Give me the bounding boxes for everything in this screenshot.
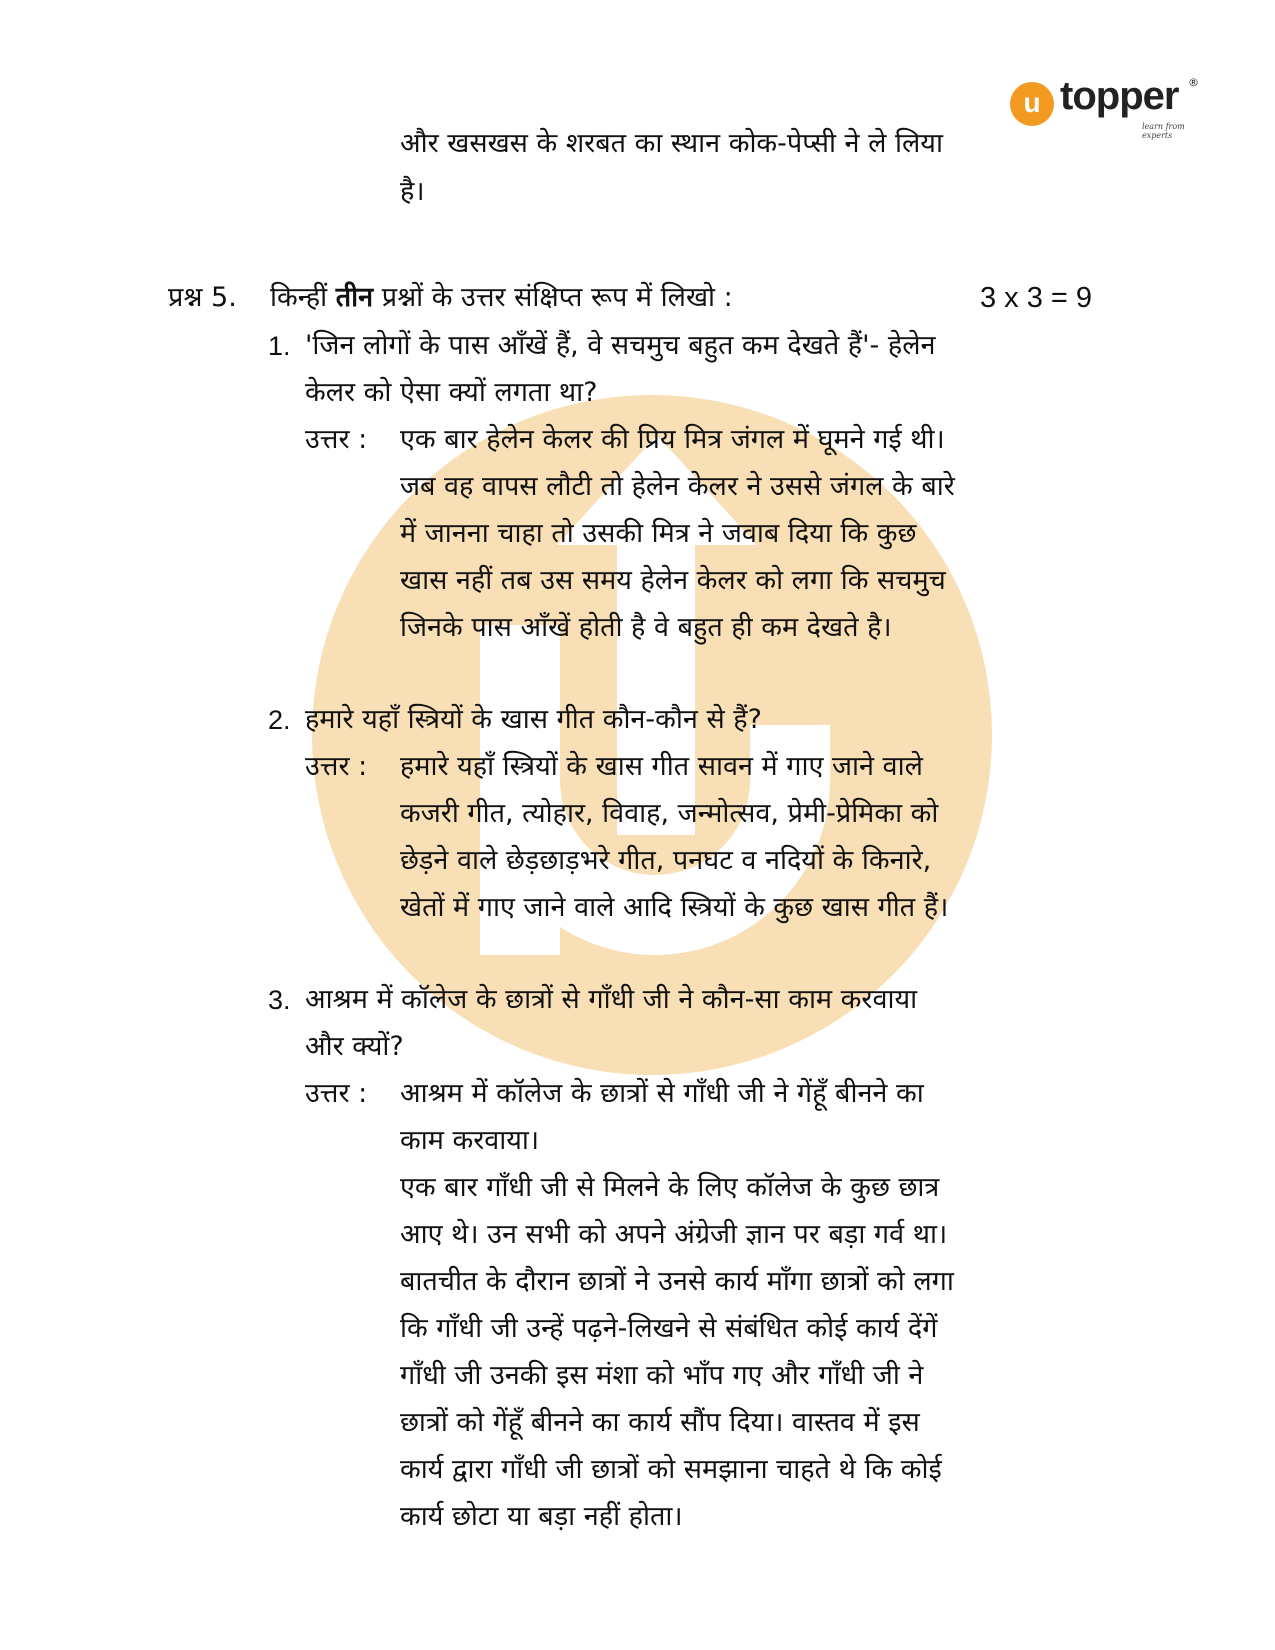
item-2-question-line: हमारे यहाँ स्त्रियों के खास गीत कौन-कौन से हैं?	[305, 704, 762, 735]
question-5-marks: 3 x 3 = 9	[980, 282, 1093, 314]
question-5-label-text: प्रश्न 5.	[168, 282, 237, 313]
topper-logo-mark: u	[1023, 87, 1041, 118]
topper-logo-tagline: learn from experts	[1142, 122, 1185, 140]
topper-logo-word: topper	[1060, 74, 1179, 118]
item-1-question-line: केलर को ऐसा क्यों लगता था?	[305, 377, 598, 408]
item-1-answer-line: खास नहीं तब उस समय हेलेन केलर को लगा कि सचमुच	[400, 565, 946, 596]
item-1-answer-line: जिनके पास आँखें होती है वे बहुत ही कम देखते है।	[400, 612, 892, 643]
item-3-answer-line: कार्य छोटा या बड़ा नहीं होता।	[400, 1501, 683, 1532]
item-1-question-line: 'जिन लोगों के पास आँखें हैं, वे सचमुच बहुत कम देखते हैं'- हेलेन	[305, 330, 936, 361]
topper-logo-icon	[1010, 82, 1054, 126]
instruction-part: प्रश्नों के उत्तर संक्षिप्त रूप में लिखो :	[381, 282, 733, 313]
item-3-answer-line: बातचीत के दौरान छात्रों ने उनसे कार्य माँगा छात्रों को लगा	[400, 1266, 954, 1297]
item-3-answer-line: कार्य द्वारा गाँधी जी छात्रों को समझाना चाहते थे कि कोई	[400, 1454, 942, 1485]
question-5-instruction	[270, 282, 733, 314]
item-2-number: 2.	[268, 705, 291, 735]
item-1-answer-line: एक बार हेलेन केलर की प्रिय मित्र जंगल में घूमने गई थी।	[400, 424, 945, 455]
registered-mark: ®	[1188, 76, 1199, 89]
item-2-answer-line: छेड़ने वाले छेड़छाड़भरे गीत, पनघट व नदियों के किनारे,	[400, 845, 932, 876]
item-2-answer-line: खेतों में गाए जाने वाले आदि स्त्रियों के कुछ खास गीत हैं।	[400, 892, 949, 923]
item-3-question-line: आश्रम में कॉलेज के छात्रों से गाँधी जी ने कौन-सा काम करवाया	[305, 984, 918, 1015]
question-5-label	[168, 282, 237, 314]
item-3-answer-line: काम करवाया।	[400, 1125, 540, 1156]
item-3-answer-line: छात्रों को गेंहूँ बीनने का कार्य सौंप दिया। वास्तव में इस	[400, 1407, 920, 1438]
item-1-number: 1.	[268, 331, 291, 361]
item-1-answer-line: जब वह वापस लौटी तो हेलेन केलर ने उससे जंगल के बारे	[400, 471, 955, 502]
item-3-answer-label: उत्तर :	[305, 1078, 368, 1109]
item-1-answer-line: में जानना चाहा तो उसकी मित्र ने जवाब दिया कि कुछ	[400, 518, 917, 549]
item-1-answer-label: उत्तर :	[305, 424, 368, 455]
item-3-answer-line: कि गाँधी जी उन्हें पढ़ने-लिखने से संबंधित कोई कार्य देंगें	[400, 1313, 938, 1344]
item-3-answer-line: आए थे। उन सभी को अपने अंग्रेजी ज्ञान पर बड़ा गर्व था।	[400, 1219, 948, 1250]
item-2-answer-line: कजरी गीत, त्योहार, विवाह, जन्मोत्सव, प्रेमी-प्रेमिका को	[400, 798, 939, 829]
instruction-bold-part: तीन	[335, 282, 374, 313]
item-3-answer-line: एक बार गाँधी जी से मिलने के लिए कॉलेज के कुछ छात्र	[400, 1172, 940, 1203]
item-3-answer-line: गाँधी जी उनकी इस मंशा को भाँप गए और गाँधी जी ने	[400, 1360, 924, 1391]
item-2-answer-line: हमारे यहाँ स्त्रियों के खास गीत सावन में गाए जाने वाले	[400, 751, 923, 782]
item-3-number: 3.	[268, 985, 291, 1015]
instruction-part: किन्हीं	[270, 282, 328, 313]
item-2-answer-label: उत्तर :	[305, 751, 368, 782]
topper-logo	[1010, 74, 1200, 140]
continuation-line: है।	[400, 176, 425, 207]
continuation-line: और खसखस के शरबत का स्थान कोक-पेप्सी ने ले लिया	[400, 128, 943, 159]
item-3-answer-line: आश्रम में कॉलेज के छात्रों से गाँधी जी ने गेंहूँ बीनने का	[400, 1078, 924, 1109]
item-3-question-line: और क्यों?	[305, 1031, 404, 1062]
